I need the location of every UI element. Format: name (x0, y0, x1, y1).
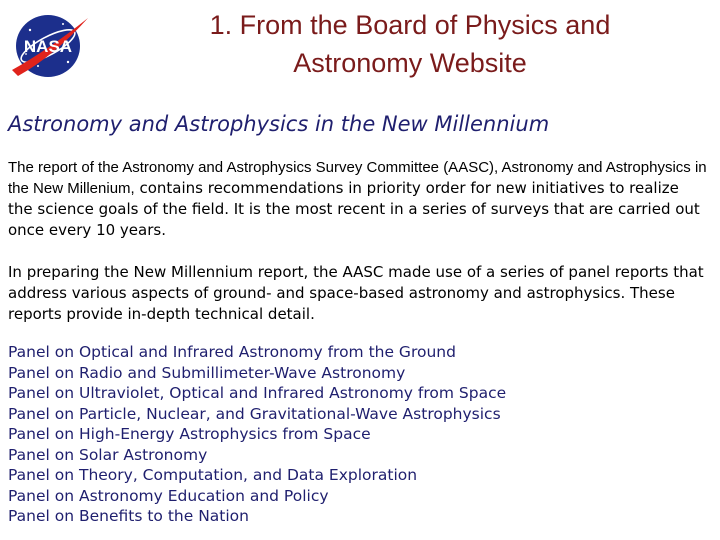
section-subtitle: Astronomy and Astrophysics in the New Millennium (8, 112, 550, 136)
list-item: Panel on Theory, Computation, and Data Exploration (8, 466, 418, 484)
list-item: Panel on Benefits to the Nation (8, 507, 249, 525)
title-line-1: 1. From the Board of Physics and (209, 10, 611, 40)
logo-text: NASA (23, 37, 73, 56)
list-item: Panel on High-Energy Astrophysics from Space (8, 425, 371, 443)
paragraph-2: In preparing the New Millennium report, the AASC made use of a series of panel reports that address various aspects of ground- and space-based astronomy and astrophysics. These reports provide in-depth technical detail. (8, 263, 704, 323)
page-title (110, 6, 710, 82)
paragraph-1-rest: contains recommendations in priority order for new initiatives to realize the science goals of the field. It is the most recent in a series of surveys that are carried out once every 10 years. (8, 179, 700, 239)
nasa-logo (8, 10, 92, 82)
title-line-2: Astronomy Website (293, 48, 527, 78)
list-item: Panel on Optical and Infrared Astronomy from the Ground (8, 343, 456, 361)
list-item: Panel on Radio and Submillimeter-Wave Astronomy (8, 363, 406, 382)
list-item: Panel on Solar Astronomy (8, 445, 208, 464)
list-item: Panel on Astronomy Education and Policy (8, 486, 329, 505)
panel-list (8, 342, 506, 527)
list-item: Panel on Ultraviolet, Optical and Infrared Astronomy from Space (8, 384, 507, 402)
list-item: Panel on Particle, Nuclear, and Gravitational-Wave Astrophysics (8, 404, 501, 423)
paragraph-1 (8, 157, 708, 241)
paragraph-1-lead: The report of the Astronomy and Astrophysics Survey Committee (AASC), Astronomy and Astrophysics in the New Millenium, (8, 159, 707, 197)
